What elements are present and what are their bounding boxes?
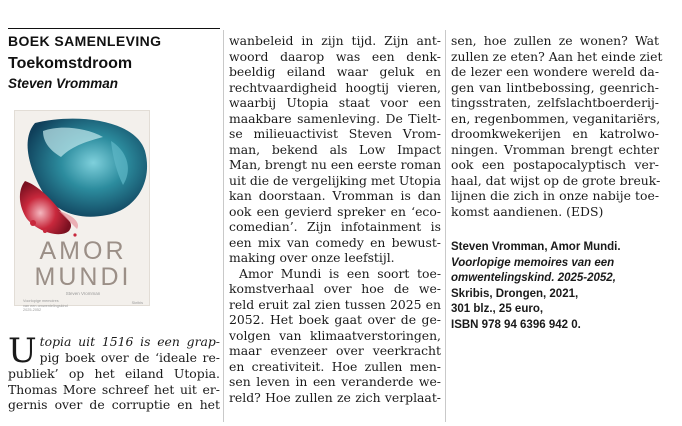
text-line: maakbare samenleving. De Tielt- — [229, 110, 441, 126]
text-line: rechtvaardigheid hoogtij vieren, — [229, 79, 441, 95]
book-cover — [14, 110, 150, 313]
drop-cap: U — [8, 331, 37, 371]
biblio-line: 301 blz., 25 euro, — [451, 303, 544, 316]
text-line: reld eruit zal zien tussen 2025 en — [229, 296, 441, 312]
text-line: comedian’. Zijn infotainment is — [229, 219, 441, 234]
text-line: en creativiteit. Hoe zullen men- — [229, 358, 441, 374]
text-line: een mix van comedy en bewust- — [229, 234, 441, 250]
review-title: Toekomstdroom — [8, 55, 133, 72]
text-line: sen, hoe zullen ze wonen? Wat — [451, 33, 659, 48]
text-line: making over onze leefstijl. — [229, 250, 395, 265]
text-line: droomkwekerijen en katrolwo- — [451, 126, 659, 141]
article-body-col2 — [229, 33, 441, 405]
cover-author: Steven Vromman — [65, 291, 101, 296]
text-line: Thomas More schreef het uit er- — [8, 381, 220, 397]
cover-title-mundi: MUNDI — [34, 263, 132, 291]
column-divider — [223, 30, 224, 422]
text-line: komstverhaal over hoe de we- — [229, 281, 441, 296]
text-line: man, bekend als Low Impact — [229, 141, 441, 157]
cover-subtitle-line: van een omwentelingskind — [23, 303, 68, 308]
text-line: se milieuactivist Steven Vrom- — [229, 126, 441, 141]
text-line — [8, 334, 220, 350]
text-line: pig boek over de ‘ideale re- — [39, 349, 220, 365]
text-line: kan doorstaan. Vromman is dan — [229, 188, 441, 203]
cover-subtitle — [23, 299, 68, 313]
biblio-line: Voorlopige memoires van een — [451, 256, 615, 269]
text-line: Man, brengt nu een eerste roman — [229, 157, 442, 172]
text-line: haal, dat wijst op de grote breuk- — [451, 172, 661, 188]
biblio-line: ISBN 978 94 6396 942 0. — [451, 318, 581, 331]
review-author: Steven Vromman — [8, 76, 119, 91]
text-line: wanbeleid in zijn tijd. Zijn ant- — [229, 33, 441, 48]
text-line: en, regenbommen, veganitariërs, — [451, 110, 661, 126]
text-line: Amor Mundi is een soort toe- — [239, 265, 441, 281]
text-line: beeldig eiland waar geluk en — [229, 64, 441, 79]
text-line: reld? Hoe zullen ze zich verplaat- — [229, 389, 441, 405]
text-line: woord daarop was een denk- — [229, 48, 441, 64]
text-line: uit die de vergelijking met Utopia — [229, 172, 442, 188]
biblio-line: omwentelingskind. 2025-2052, — [451, 272, 616, 285]
article-body-col3 — [451, 33, 663, 219]
section-label: BOEK SAMENLEVING — [8, 33, 162, 49]
section-rule — [8, 28, 220, 29]
text-line: sen leven in een veranderde we- — [229, 374, 441, 389]
text-line: waarbij Utopia staat voor een — [229, 95, 441, 110]
cover-subtitle-line: 2025-2052 — [23, 308, 42, 313]
text-line: tingsstraten, zelfslachtboerderij- — [451, 95, 659, 110]
biblio-line: Skribis, Drongen, 2021, — [451, 287, 579, 300]
text-line: ningen. Vromman brengt echter — [451, 141, 659, 157]
text-line-content: topia uit 1516 is een grap- — [39, 334, 220, 349]
text-line: de lezer een wondere wereld da- — [451, 64, 659, 79]
cover-subtitle-line: Voorlopige memoires — [23, 299, 59, 303]
text-line: 2052. Het boek gaat over de ge- — [229, 312, 441, 327]
text-line: zullen ze eten? Aan het einde ziet — [451, 48, 663, 64]
bibliographic-info — [451, 240, 659, 334]
text-line: gernis over de corruptie en het — [8, 397, 220, 412]
text-line: maar evenzeer over veerkracht — [229, 343, 441, 358]
biblio-line: Steven Vromman, Amor Mundi. — [451, 241, 621, 253]
column-divider — [445, 30, 446, 422]
text-line: ook een gevierd spreker en ‘eco- — [229, 203, 441, 219]
text-line: publiek’ op het eiland Utopia. — [8, 366, 220, 381]
text-line: volgen van klimaatverstoringen, — [229, 327, 441, 343]
cover-publisher: Skribis — [131, 301, 143, 305]
article-body-col1 — [8, 331, 220, 413]
cover-title-amor: AMOR — [39, 237, 127, 265]
text-line: lijnen die zich in onze nabije toe- — [451, 188, 659, 203]
text-line: ook een postapocalyptisch ver- — [451, 157, 659, 172]
text-line: komst aandienen. (EDS) — [451, 203, 604, 219]
text-line: gen van lintbebossing, geenrich- — [451, 79, 659, 95]
